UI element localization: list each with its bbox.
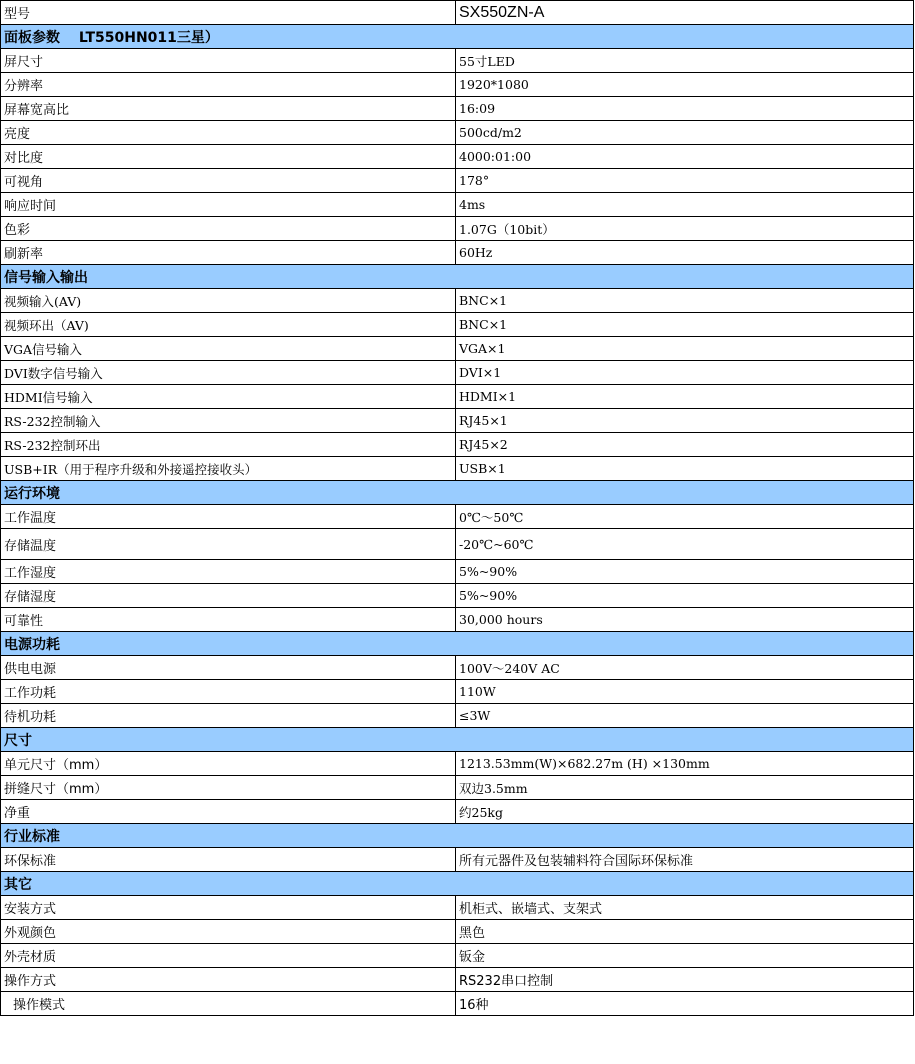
spec-label: 供电电源	[1, 656, 456, 680]
model-value: SX550ZN-A	[456, 1, 914, 25]
spec-value: 0℃～50℃	[456, 505, 914, 529]
spec-label: 存储温度	[1, 529, 456, 560]
spec-value: 所有元器件及包装辅料符合国际环保标准	[456, 848, 914, 872]
spec-label: 亮度	[1, 121, 456, 145]
spec-value: 16:09	[456, 97, 914, 121]
spec-value: 双边3.5mm	[456, 776, 914, 800]
table-row	[1, 73, 914, 97]
table-row	[1, 560, 914, 584]
spec-label: 操作模式	[1, 992, 456, 1016]
spec-value: 4000:01:00	[456, 145, 914, 169]
table-row	[1, 241, 914, 265]
spec-label: 工作温度	[1, 505, 456, 529]
spec-value: RJ45×2	[456, 433, 914, 457]
section-header-panel	[1, 25, 914, 49]
section-title: 尺寸	[1, 728, 914, 752]
spec-value: 1920*1080	[456, 73, 914, 97]
table-row	[1, 656, 914, 680]
spec-label: RS-232控制环出	[1, 433, 456, 457]
table-row	[1, 217, 914, 241]
section-header-other	[1, 872, 914, 896]
spec-value: RS232串口控制	[456, 968, 914, 992]
spec-label: 可视角	[1, 169, 456, 193]
section-title: 电源功耗	[1, 632, 914, 656]
table-row	[1, 920, 914, 944]
spec-label: VGA信号输入	[1, 337, 456, 361]
spec-value: 4ms	[456, 193, 914, 217]
spec-value: USB×1	[456, 457, 914, 481]
spec-value: 1213.53mm(W)×682.27m (H) ×130mm	[456, 752, 914, 776]
spec-label: 屏幕宽高比	[1, 97, 456, 121]
table-row	[1, 385, 914, 409]
model-row	[1, 1, 914, 25]
spec-label: 色彩	[1, 217, 456, 241]
spec-value: 1.07G（10bit）	[456, 217, 914, 241]
spec-value: 5%~90%	[456, 560, 914, 584]
spec-label: 刷新率	[1, 241, 456, 265]
table-row	[1, 289, 914, 313]
spec-value: 55寸LED	[456, 49, 914, 73]
section-header-env	[1, 481, 914, 505]
spec-label: 单元尺寸（mm）	[1, 752, 456, 776]
section-title: 运行环境	[1, 481, 914, 505]
table-row	[1, 752, 914, 776]
spec-label: USB+IR（用于程序升级和外接遥控接收头）	[1, 457, 456, 481]
spec-value: 100V～240V AC	[456, 656, 914, 680]
spec-label: 净重	[1, 800, 456, 824]
spec-label: DVI数字信号输入	[1, 361, 456, 385]
table-row	[1, 505, 914, 529]
spec-label: 对比度	[1, 145, 456, 169]
spec-label: 安装方式	[1, 896, 456, 920]
spec-value: 178°	[456, 169, 914, 193]
table-row	[1, 968, 914, 992]
spec-label: 分辨率	[1, 73, 456, 97]
table-row	[1, 145, 914, 169]
model-label: 型号	[1, 1, 456, 25]
section-header-size	[1, 728, 914, 752]
spec-value: 黑色	[456, 920, 914, 944]
section-title: 其它	[1, 872, 914, 896]
spec-value: DVI×1	[456, 361, 914, 385]
spec-label: 视频输入(AV)	[1, 289, 456, 313]
table-row	[1, 457, 914, 481]
table-row	[1, 776, 914, 800]
section-header-standard	[1, 824, 914, 848]
spec-value: 500cd/m2	[456, 121, 914, 145]
table-row	[1, 896, 914, 920]
spec-value: 110W	[456, 680, 914, 704]
spec-label: 存储湿度	[1, 584, 456, 608]
section-title: 面板参数 LT550HN011三星）	[1, 25, 914, 49]
spec-label: 工作功耗	[1, 680, 456, 704]
table-row	[1, 121, 914, 145]
spec-label: RS-232控制输入	[1, 409, 456, 433]
spec-label: HDMI信号输入	[1, 385, 456, 409]
spec-value: 5%~90%	[456, 584, 914, 608]
table-row	[1, 584, 914, 608]
table-row	[1, 337, 914, 361]
table-row	[1, 608, 914, 632]
spec-label: 工作湿度	[1, 560, 456, 584]
table-row	[1, 193, 914, 217]
spec-value: VGA×1	[456, 337, 914, 361]
table-row	[1, 992, 914, 1016]
spec-label: 屏尺寸	[1, 49, 456, 73]
spec-label: 视频环出（AV)	[1, 313, 456, 337]
spec-value: 30,000 hours	[456, 608, 914, 632]
spec-label: 操作方式	[1, 968, 456, 992]
spec-label: 拼缝尺寸（mm）	[1, 776, 456, 800]
table-row	[1, 529, 914, 560]
table-row	[1, 800, 914, 824]
spec-value: BNC×1	[456, 289, 914, 313]
spec-value: 约25kg	[456, 800, 914, 824]
spec-value: 60Hz	[456, 241, 914, 265]
spec-value: -20℃~60℃	[456, 529, 914, 560]
table-row	[1, 409, 914, 433]
spec-label: 环保标准	[1, 848, 456, 872]
spec-value: ≤3W	[456, 704, 914, 728]
spec-label: 响应时间	[1, 193, 456, 217]
spec-label: 待机功耗	[1, 704, 456, 728]
section-header-io	[1, 265, 914, 289]
table-row	[1, 680, 914, 704]
table-row	[1, 848, 914, 872]
spec-value: 钣金	[456, 944, 914, 968]
table-row	[1, 49, 914, 73]
spec-label: 外观颜色	[1, 920, 456, 944]
section-header-power	[1, 632, 914, 656]
table-row	[1, 313, 914, 337]
table-row	[1, 704, 914, 728]
spec-value: HDMI×1	[456, 385, 914, 409]
spec-label: 外壳材质	[1, 944, 456, 968]
spec-label: 可靠性	[1, 608, 456, 632]
section-title: 行业标准	[1, 824, 914, 848]
spec-value: BNC×1	[456, 313, 914, 337]
table-row	[1, 944, 914, 968]
spec-value: 16种	[456, 992, 914, 1016]
table-row	[1, 433, 914, 457]
spec-value: RJ45×1	[456, 409, 914, 433]
spec-value: 机柜式、嵌墙式、支架式	[456, 896, 914, 920]
section-title: 信号输入输出	[1, 265, 914, 289]
table-row	[1, 361, 914, 385]
table-row	[1, 169, 914, 193]
table-row	[1, 97, 914, 121]
